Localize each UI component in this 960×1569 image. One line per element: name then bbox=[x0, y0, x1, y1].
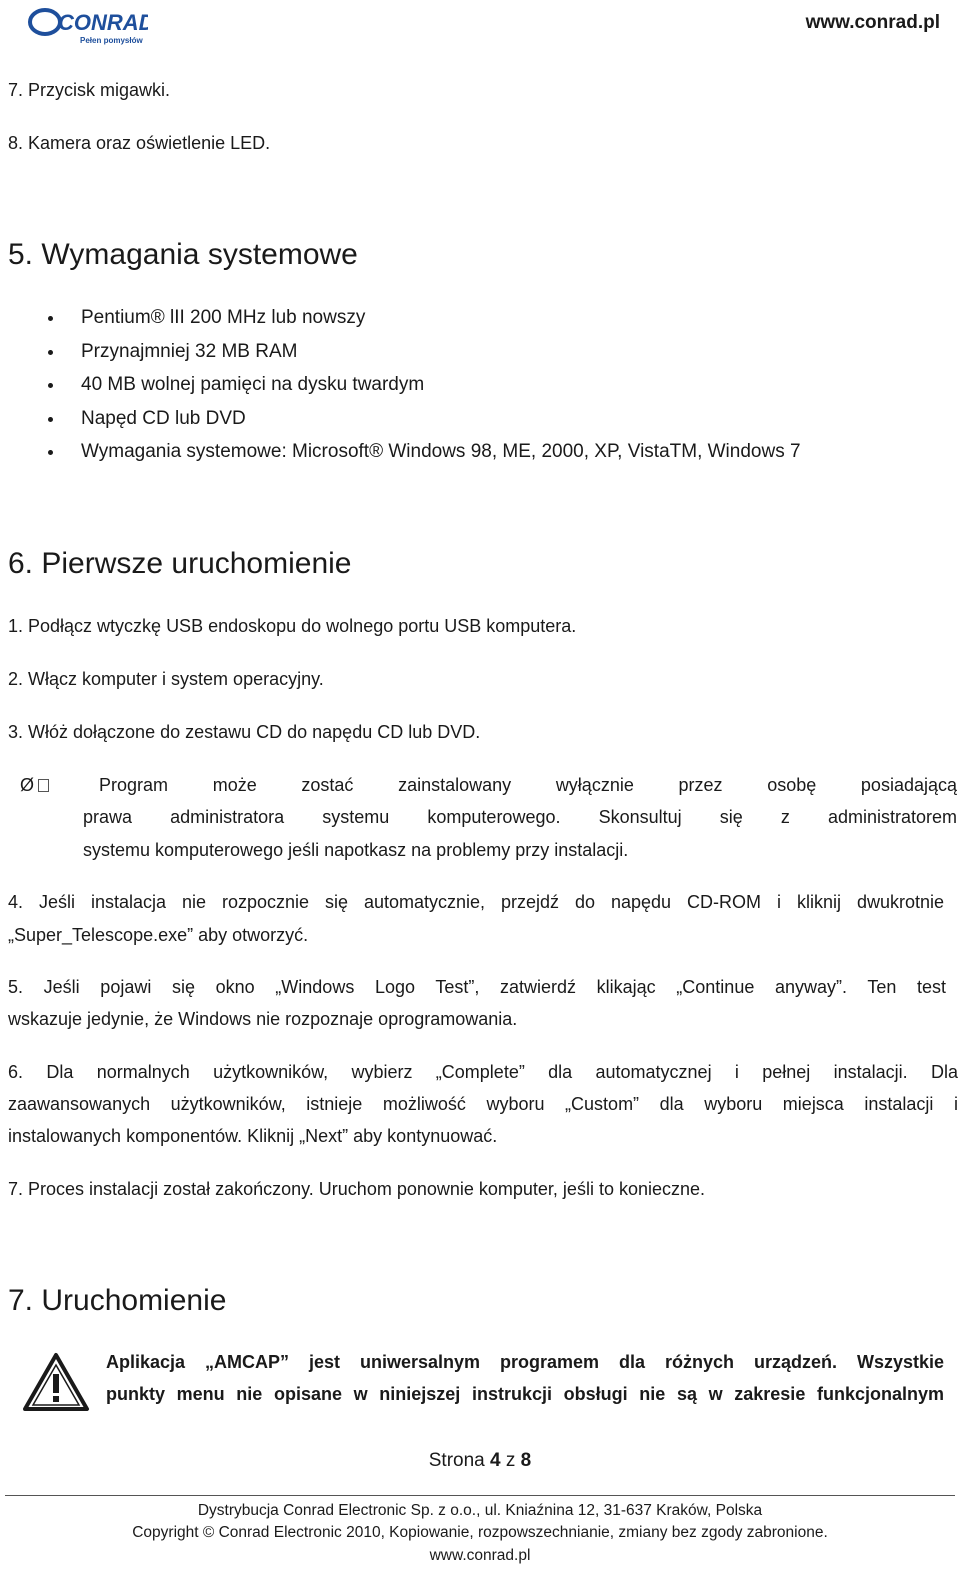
footer-divider bbox=[5, 1495, 955, 1496]
requirements-list bbox=[40, 306, 801, 474]
step-7: 7. Proces instalacji został zakończony. Uruchom ponownie komputer, jeśli to konieczne. bbox=[8, 1179, 706, 1199]
step-3: 3. Włóż dołączone do zestawu CD do napędu CD lub DVD. bbox=[8, 722, 481, 742]
intro-item-7: 7. Przycisk migawki. bbox=[8, 80, 171, 100]
section-6-heading: 6. Pierwsze uruchomienie bbox=[8, 547, 352, 580]
page-total: 8 bbox=[520, 1450, 532, 1471]
step-6-line-1: 6. Dla normalnych użytkowników, wybierz „Complete” dla automatycznej i pełnej instalacji. Dla bbox=[8, 1062, 958, 1082]
logo-text: CONRAD bbox=[58, 10, 148, 35]
list-item: Przynajmniej 32 MB RAM bbox=[40, 340, 801, 374]
step-1: 1. Podłącz wtyczkę USB endoskopu do wolnego portu USB komputera. bbox=[8, 616, 577, 636]
footer-copyright: Copyright © Conrad Electronic 2010, Kopiowanie, rozpowszechnianie, zmiany bez zgody zabronione. bbox=[132, 1524, 828, 1541]
page-number bbox=[0, 1450, 960, 1472]
note-arrow-icon bbox=[20, 775, 49, 796]
note-line-2: prawa administratora systemu komputerowego. Skonsultuj się z administratorem bbox=[83, 807, 957, 827]
footer-distribution: Dystrybucja Conrad Electronic Sp. z o.o., ul. Kniaźnina 12, 31-637 Kraków, Polska bbox=[197, 1502, 763, 1519]
header-website-link[interactable]: www.conrad.pl bbox=[805, 12, 940, 33]
section-5-heading: 5. Wymagania systemowe bbox=[8, 238, 358, 271]
intro-item-8: 8. Kamera oraz oświetlenie LED. bbox=[8, 133, 271, 153]
page-current: 4 bbox=[490, 1450, 501, 1471]
note-line-1: Program może zostać zainstalowany wyłącznie przez osobę posiadającą bbox=[99, 775, 957, 795]
list-item: Pentium® lII 200 MHz lub nowszy bbox=[40, 306, 801, 340]
logo-tagline: Pełen pomysłów bbox=[80, 36, 143, 45]
note-symbol: Ø bbox=[20, 775, 35, 795]
list-item: Wymagania systemowe: Microsoft® Windows 98, ME, 2000, XP, VistaTM, Windows 7 bbox=[40, 440, 801, 474]
step-4-line-1: 4. Jeśli instalacja nie rozpocznie się automatycznie, przejdź do napędu CD-ROM i kliknij dwukrotnie bbox=[8, 892, 944, 912]
page-prefix: Strona bbox=[428, 1450, 485, 1471]
list-item: 40 MB wolnej pamięci na dysku twardym bbox=[40, 373, 801, 407]
step-4-line-2: „Super_Telescope.exe” aby otworzyć. bbox=[8, 925, 309, 945]
warning-line-2: punkty menu nie opisane w niniejszej instrukcji obsługi nie są w zakresie funkcjonalnym bbox=[106, 1384, 944, 1404]
note-line-3: systemu komputerowego jeśli napotkasz na problemy przy instalacji. bbox=[83, 840, 629, 860]
page-sep: z bbox=[505, 1450, 516, 1471]
step-5-line-1: 5. Jeśli pojawi się okno „Windows Logo Test”, zatwierdź klikając „Continue anyway”. Ten test bbox=[8, 977, 946, 997]
step-2: 2. Włącz komputer i system operacyjny. bbox=[8, 669, 324, 689]
footer-website-link[interactable]: www.conrad.pl bbox=[429, 1547, 531, 1564]
conrad-logo bbox=[28, 6, 148, 46]
step-6-line-2: zaawansowanych użytkowników, istnieje możliwość wyboru „Custom” dla wyboru miejsca instalacji i bbox=[8, 1094, 958, 1114]
warning-icon bbox=[22, 1352, 90, 1412]
list-item: Napęd CD lub DVD bbox=[40, 407, 801, 441]
step-6-line-3: instalowanych komponentów. Kliknij „Next” aby kontynuować. bbox=[8, 1126, 498, 1146]
warning-line-1: Aplikacja „AMCAP” jest uniwersalnym programem dla różnych urządzeń. Wszystkie bbox=[106, 1352, 944, 1372]
section-7-heading: 7. Uruchomienie bbox=[8, 1284, 227, 1317]
step-5-line-2: wskazuje jedynie, że Windows nie rozpoznaje oprogramowania. bbox=[8, 1009, 518, 1029]
